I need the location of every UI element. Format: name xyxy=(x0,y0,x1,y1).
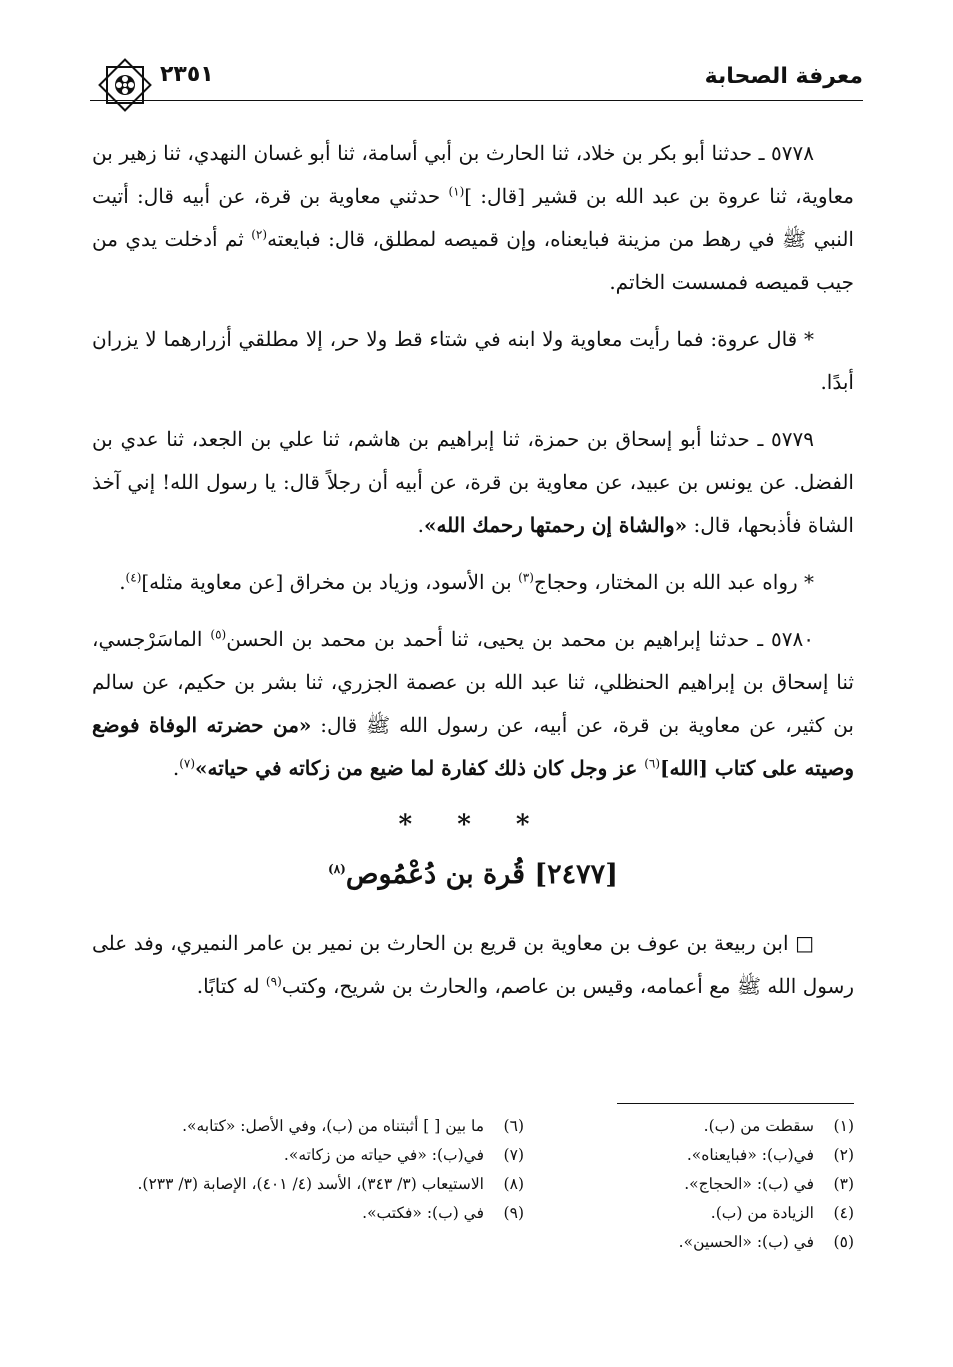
hadith-5779: ٥٧٧٩ ـ حدثنا أبو إسحاق بن حمزة، ثنا إبراهيم بن هاشم، ثنا علي بن الجعد، ثنا عدي بن الفضل. عن يونس بن عبيد، عن معاوية بن قرة، عن أبيه أن رجلاً قال: يا رسول الله! إني آخذ الشاة فأذبحها، قال: «والشاة إن رحمتها رحمك الله». xyxy=(92,427,854,537)
footnote: (٨)الاستيعاب (٣/ ٣٤٣)، الأسد (٤/ ٤٠١)، الإصابة (٣/ ٢٣٣). xyxy=(137,1175,524,1193)
footnote-ref: (٢) xyxy=(251,227,268,242)
footnote-ref: (٥) xyxy=(210,627,227,642)
footnote: (٤)الزيادة من (ب). xyxy=(710,1204,854,1222)
hadith-5780: ٥٧٨٠ ـ حدثنا إبراهيم بن محمد بن يحيى، ثنا أحمد بن محمد بن الحسن$^{(٥)}$ الماسَرْجسي، ثنا إسحاق بن إبراهيم الحنظلي، ثنا عبد الله بن عصمة الجزري، ثنا بشر بن حكيم، عن سالم بن كثير، عن معاوية بن قرة، عن أبيه، عن رسول الله ﷺ قال: «من حضرته الوفاة فوضع وصيته على كتاب [الله]$^{(٦)}$ عز وجل كان ذلك كفارة لما ضيع من زكاته في حياته»$^{(٧)}$. xyxy=(92,627,854,780)
footnote-rule xyxy=(617,1103,854,1104)
comment-urwa: * قال عروة: فما رأيت معاوية ولا ابنه في شتاء قط ولا حر، إلا مطلقي أزرارهما لا يزران أبدًا. xyxy=(92,327,854,394)
footnote: (٩)في (ب): «فكتب». xyxy=(362,1204,524,1222)
main-text xyxy=(92,132,854,1022)
narration-note: * رواه عبد الله بن المختار، وحجاج$^{(٣)}$ بن الأسود، وزياد بن مخراق [عن معاوية مثله]$^{(٤)}$. xyxy=(119,570,814,594)
footnote: (٥)في (ب): «الحسين». xyxy=(678,1233,854,1251)
footnotes-column-left xyxy=(94,1112,524,1228)
footnote-ref: (٤) xyxy=(125,570,142,585)
footnote-ref: (٧) xyxy=(179,756,196,771)
footnotes xyxy=(92,1112,854,1282)
footnote-ref: (٣) xyxy=(518,570,534,585)
footnote: (٣)في (ب): «الحجاج». xyxy=(684,1175,854,1193)
footnote-ref: (٩) xyxy=(265,974,282,989)
footnote: (٢)في(ب): «فبايعناه». xyxy=(686,1146,854,1164)
entry-biography: □ ابن ربيعة بن عوف بن معاوية بن قريع بن الحارث بن نمير بن عامر النميري، وفد على رسول الله ﷺ مع أعمامه، وقيس بن عاصم، والحارث بن شريح، وكتب$^{(٩)}$ له كتابًا. xyxy=(92,931,854,998)
entry-title: [٢٤٧٧] قُرة بن دُعْمُوص$^{(٨)}$ xyxy=(328,859,618,890)
page-header xyxy=(90,50,863,110)
page-number: ٢٣٥١ xyxy=(160,62,214,87)
footnote-ref: (٨) xyxy=(328,862,346,876)
header-rule xyxy=(90,100,863,101)
prophetic-saying: «من حضرته الوفاة فوضع وصيته على كتاب [الله] xyxy=(92,713,854,780)
hadith-5778: ٥٧٧٨ ـ حدثنا أبو بكر بن خلاد، ثنا الحارث بن أبي أسامة، ثنا أبو غسان النهدي، ثنا زهير بن معاوية، ثنا عروة بن عبد الله بن قشير [قال: ]$^{(١)}$ حدثني معاوية بن قرة، عن أبيه قال: أتيت النبي ﷺ في رهط من مزينة فبايعناه، وإن قميصه لمطلق، قال: فبايعته$^{(٢)}$ ثم أدخلت يدي من جيب قميصه فمسست الخاتم. xyxy=(92,141,855,294)
section-separator: * * * xyxy=(398,810,548,840)
footnote-ref: (٦) xyxy=(644,756,661,771)
prophetic-saying: «والشاة إن رحمتها رحمك الله» xyxy=(423,513,688,537)
footnote: (٧)في(ب): «في حياته من زكاته». xyxy=(283,1146,524,1164)
footnote: (١)سقطت من (ب). xyxy=(703,1117,854,1135)
footnotes-column-right xyxy=(624,1112,854,1257)
footnote-ref: (١) xyxy=(448,184,465,199)
running-title: معرفة الصحابة xyxy=(704,64,863,89)
footnote: (٦)ما بين [ ] أثبتناه من (ب)، وفي الأصل: «كتابه». xyxy=(182,1117,524,1135)
octagram-ornament-icon xyxy=(98,58,152,112)
